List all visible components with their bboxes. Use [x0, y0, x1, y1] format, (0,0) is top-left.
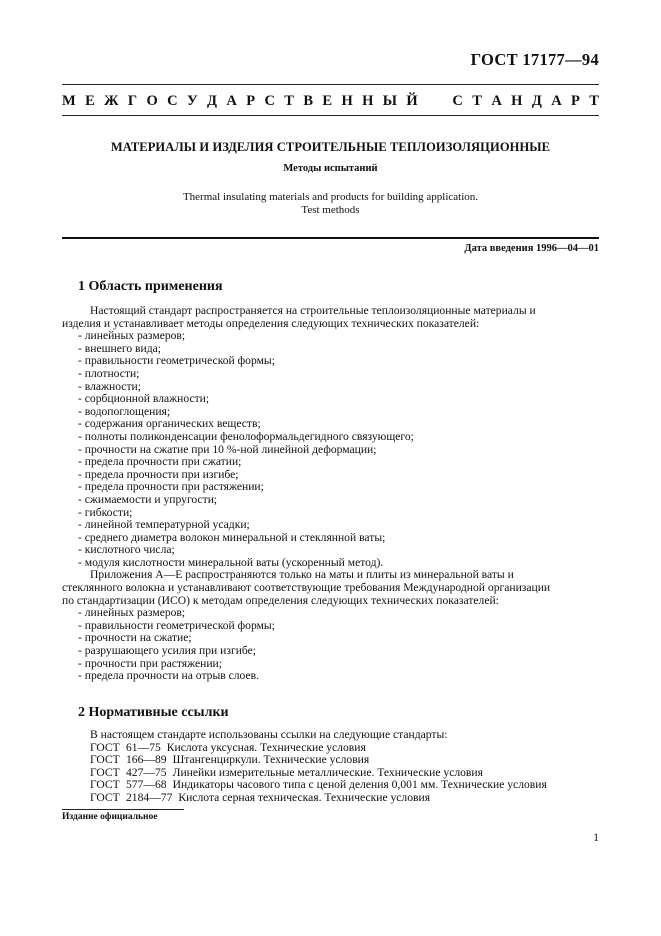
- indicator-list-item: - линейной температурной усадки;: [78, 518, 250, 532]
- header-rule-top: [62, 84, 599, 85]
- banner-letter: Р: [571, 93, 580, 109]
- reference-code: 427—75: [126, 765, 167, 779]
- reference-title: Линейки измерительные металлические. Технические условия: [172, 765, 483, 779]
- banner-letter: А: [491, 93, 502, 109]
- banner-letter: Т: [589, 93, 599, 109]
- reference-title: Кислота серная техническая. Технические условия: [178, 790, 431, 804]
- section-1-body: [62, 304, 599, 683]
- main-title: МАТЕРИАЛЫ И ИЗДЕЛИЯ СТРОИТЕЛЬНЫЕ ТЕПЛОИЗОЛЯЦИОННЫЕ: [110, 140, 551, 154]
- banner-letter: Т: [284, 93, 294, 109]
- header-rule-bottom: [62, 115, 599, 116]
- reference-prefix: ГОСТ: [90, 790, 120, 804]
- banner-letter: О: [146, 93, 158, 109]
- annex-line2: стеклянного волокна и устанавливают соответствующие требования Международной организации: [62, 581, 551, 595]
- banner-letter: Д: [531, 93, 542, 109]
- banner-letter: С: [264, 93, 275, 109]
- english-title-line1: Thermal insulating materials and products for building application.: [182, 191, 479, 203]
- indicator-list-item: - прочности на сжатие при 10 %-ной линейной деформации;: [78, 442, 377, 456]
- reference-code: 166—89: [126, 753, 167, 767]
- banner-letter: А: [226, 93, 237, 109]
- subtitle-methods: Методы испытаний: [283, 163, 378, 174]
- indicator-list-item: - модуля кислотности минеральной ваты (ускоренный метод).: [78, 555, 384, 569]
- banner-letter: Е: [322, 93, 333, 109]
- banner-letter: С: [452, 93, 463, 109]
- indicator-list-item: - сорбционной влажности;: [78, 392, 210, 406]
- section-2-intro: В настоящем стандарте использованы ссылки на следующие стандарты:: [90, 728, 448, 741]
- banner-letter: С: [167, 93, 178, 109]
- indicator-list: [78, 330, 599, 569]
- indicator-list-item: - полноты поликонденсации фенолоформальдегидного связующего;: [78, 429, 414, 443]
- section-1-heading: 1 Область применения: [78, 279, 223, 294]
- reference-title: Индикаторы часового типа с ценой деления 0,001 мм. Технические условия: [172, 778, 547, 792]
- reference-row: [90, 792, 599, 805]
- banner-letter: А: [551, 93, 562, 109]
- indicator-list-item: - кислотного числа;: [78, 543, 175, 557]
- banner-letter: Н: [362, 93, 374, 109]
- indicator-list-item: - плотности;: [78, 366, 140, 380]
- banner-letter: У: [186, 93, 198, 109]
- section-1-intro-line2: изделия и устанавливает методы определения следующих технических показателей:: [62, 316, 480, 330]
- reference-code: 577—68: [126, 778, 167, 792]
- official-edition-label: Издание официальное: [62, 812, 158, 822]
- annex-line3: по стандартизации (ИСО) к методам определения следующих технических показателей:: [62, 593, 499, 607]
- banner-letter: Й: [406, 93, 418, 109]
- reference-prefix: ГОСТ: [90, 753, 120, 767]
- banner-letter: Н: [341, 93, 353, 109]
- english-title-line2: Test methods: [301, 204, 360, 216]
- indicator-list-item: - предела прочности при изгибе;: [78, 467, 239, 481]
- annex-list-item: - правильности геометрической формы;: [78, 618, 275, 632]
- section-1-intro: [62, 305, 599, 330]
- footer-rule: [62, 809, 184, 810]
- annex-line1: Приложения А—Е распространяются только на маты и плиты из минеральной ваты и: [90, 568, 514, 582]
- banner-letter: Р: [246, 93, 256, 109]
- section-1-intro-line1: Настоящий стандарт распространяется на строительные теплоизоляционные материалы и: [90, 304, 536, 317]
- reference-code: 2184—77: [126, 790, 173, 804]
- annex-list-item: - прочности при растяжении;: [78, 656, 222, 670]
- document-code: ГОСТ 17177—94: [470, 50, 599, 69]
- indicator-list-item: - гибкости;: [78, 505, 133, 519]
- indicator-list-item: - среднего диаметра волокон минеральной и стеклянной ваты;: [78, 530, 386, 544]
- indicator-list-item: - внешнего вида;: [78, 341, 161, 355]
- annex-list-item: - разрушающего усилия при изгибе;: [78, 644, 257, 658]
- reference-prefix: ГОСТ: [90, 778, 120, 792]
- banner-letter: Н: [511, 93, 523, 109]
- banner-letter: Д: [206, 93, 217, 109]
- reference-prefix: ГОСТ: [90, 765, 120, 779]
- banner-letter: Т: [472, 93, 482, 109]
- reference-row: [90, 754, 599, 767]
- annex-list-item: - прочности на сжатие;: [78, 631, 192, 645]
- title-divider: [62, 237, 599, 239]
- section-2-body: [78, 729, 599, 805]
- reference-list: [78, 742, 599, 805]
- banner-letter: Е: [85, 93, 95, 109]
- standard-banner: [62, 93, 599, 110]
- reference-code: 61—75: [126, 740, 161, 754]
- banner-letter: М: [62, 93, 76, 109]
- banner-letter: Г: [127, 93, 138, 109]
- indicator-list-item: - предела прочности при сжатии;: [78, 455, 242, 469]
- introduction-date: Дата введения 1996—04—01: [464, 243, 599, 254]
- indicator-list-item: - правильности геометрической формы;: [78, 354, 275, 368]
- banner-gap: [427, 93, 443, 110]
- english-title: [62, 191, 599, 217]
- indicator-list-item: - водопоглощения;: [78, 404, 171, 418]
- page-number: 1: [593, 832, 599, 844]
- section-2-heading: 2 Нормативные ссылки: [78, 705, 229, 720]
- indicator-list-item: - линейных размеров;: [78, 329, 186, 343]
- annex-paragraph: [62, 569, 599, 607]
- annex-list-item: - предела прочности на отрыв слоев.: [78, 669, 260, 683]
- annex-indicator-list: [78, 607, 599, 683]
- annex-list-item: - линейных размеров;: [78, 606, 186, 620]
- reference-title: Штангенциркули. Технические условия: [172, 753, 370, 767]
- reference-title: Кислота уксусная. Технические условия: [166, 740, 366, 754]
- indicator-list-item: - содержания органических веществ;: [78, 417, 261, 431]
- indicator-list-item: - предела прочности при растяжении;: [78, 480, 264, 494]
- reference-prefix: ГОСТ: [90, 740, 120, 754]
- banner-letter: В: [303, 93, 314, 109]
- banner-letter: Ж: [104, 93, 119, 109]
- indicator-list-item: - влажности;: [78, 379, 141, 393]
- indicator-list-item: - сжимаемости и упругости;: [78, 492, 218, 506]
- banner-letter: Ы: [382, 93, 397, 109]
